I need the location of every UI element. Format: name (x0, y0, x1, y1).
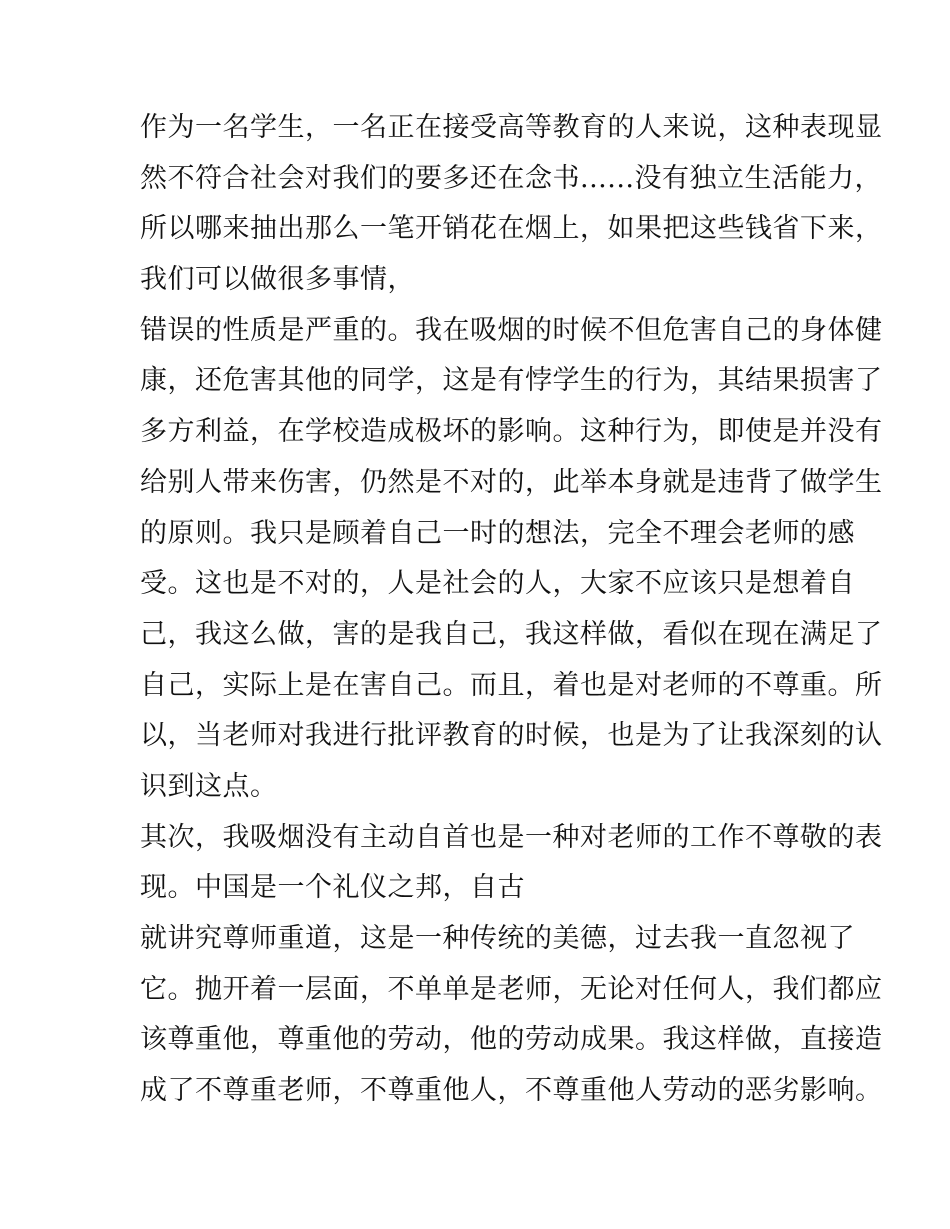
text-line: 错误的性质是严重的。我在吸烟的时候不但危害自己的身体健 (140, 314, 883, 346)
text-line: 康，还危害其他的同学，这是有悖学生的行为，其结果损害了 (140, 365, 883, 397)
text-line: 受。这也是不对的，人是社会的人，大家不应该只是想着自 (140, 568, 855, 600)
text-line: 自己，实际上是在害自己。而且，着也是对老师的不尊重。所 (140, 669, 883, 701)
text-line: 己，我这么做，害的是我自己，我这样做，看似在现在满足了 (140, 618, 883, 650)
text-line: 该尊重他，尊重他的劳动，他的劳动成果。我这样做，直接造 (140, 1024, 883, 1056)
text-line: 识到这点。 (140, 770, 278, 802)
text-line: 的原则。我只是顾着自己一时的想法，完全不理会老师的感 (140, 517, 855, 549)
text-line: 我们可以做很多事情， (140, 264, 415, 296)
text-line: 现。中国是一个礼仪之邦，自古 (140, 872, 525, 904)
document-page (140, 103, 883, 1117)
text-line: 以，当老师对我进行批评教育的时候，也是为了让我深刻的认 (140, 720, 883, 752)
text-line: 其次，我吸烟没有主动自首也是一种对老师的工作不尊敬的表 (140, 821, 883, 853)
text-line: 多方利益，在学校造成极坏的影响。这种行为，即使是并没有 (140, 416, 883, 448)
text-line: 然不符合社会对我们的要多还在念书......没有独立生活能力， (140, 162, 882, 194)
text-line: 它。抛开着一层面，不单单是老师，无论对任何人，我们都应 (140, 973, 883, 1005)
text-line: 作为一名学生，一名正在接受高等教育的人来说，这种表现显 (140, 112, 883, 143)
text-line: 就讲究尊师重道，这是一种传统的美德，过去我一直忽视了 (140, 923, 855, 954)
text-line: 所以哪来抽出那么一笔开销花在烟上，如果把这些钱省下来， (140, 213, 883, 245)
text-line: 给别人带来伤害，仍然是不对的，此举本身就是违背了做学生 (140, 466, 883, 498)
text-line: 成了不尊重老师，不尊重他人，不尊重他人劳动的恶劣影响。 (140, 1075, 883, 1107)
